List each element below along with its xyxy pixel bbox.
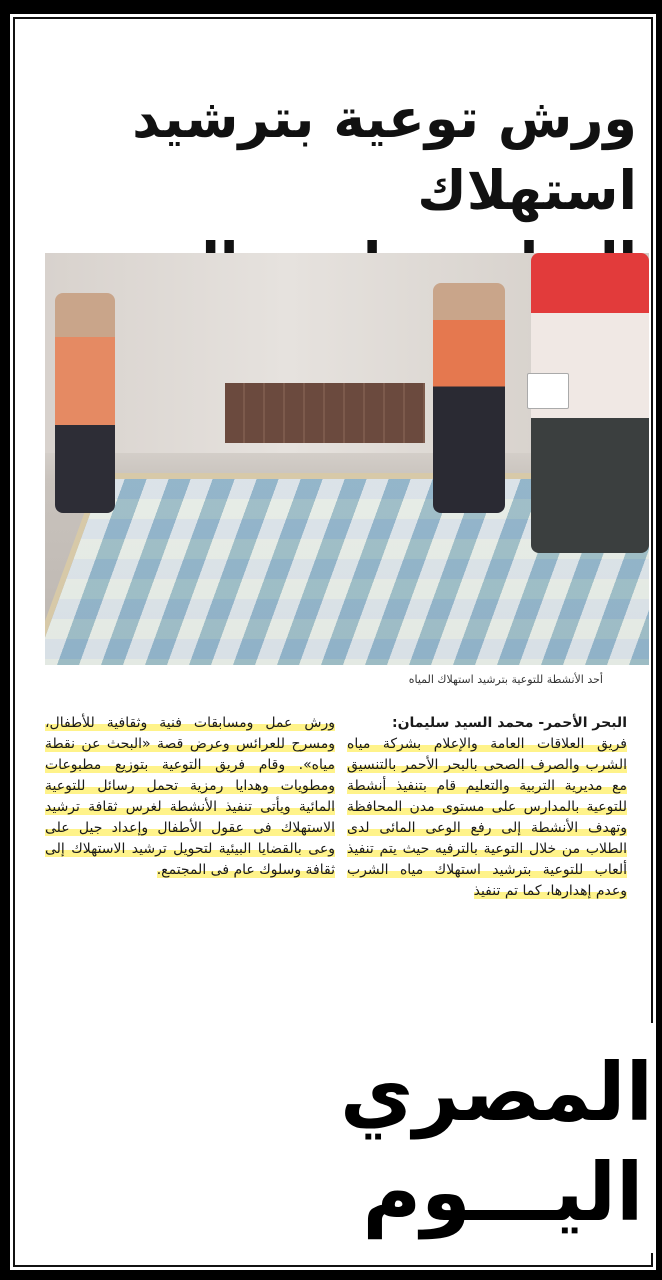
photo-wall-tiles xyxy=(225,383,425,443)
logo-line-2: اليـــوم xyxy=(362,1146,644,1239)
photo-box xyxy=(527,373,569,409)
logo-line-1: المصري xyxy=(339,1046,653,1139)
article-photo xyxy=(45,253,649,665)
article-text-left: ورش عمل ومسابقات فنية وثقافية للأطفال، ومسرح للعرائس وعرض قصة «البحث عن نقطة مياه». وقام فريق التوعية بتوزيع مطبوعات ومطويات وهدايا رمزية تحمل رسائل للتوعية المائية ويأتى تنفيذ الأنشطة لغرس ثقافة ترشيد الاستهلاك فى عقول الأطفال وإعداد جيل على وعى بالقضايا البيئية لتحويل ترشيد الاستهلاك إلى ثقافة وسلوك عام فى المجتمع. xyxy=(45,715,335,878)
photo-child-center xyxy=(433,283,505,513)
newspaper-logo xyxy=(339,1023,653,1253)
article-column-right xyxy=(347,713,627,902)
photo-child-left xyxy=(55,293,115,513)
photo-caption: أحد الأنشطة للتوعية بترشيد استهلاك المياه xyxy=(408,673,603,686)
byline: البحر الأحمر- محمد السيد سليمان: xyxy=(391,715,627,731)
clipping-content xyxy=(23,23,653,1257)
headline-line-1: ورش توعية بترشيد استهلاك xyxy=(132,87,637,222)
article-text-right: فريق العلاقات العامة والإعلام بشركة مياه الشرب والصرف الصحى بالبحر الأحمر بالتنسيق مع مديرية التربية والتعليم قام بتنفيذ أنشطة للتوعية بالمدارس على مستوى مدن المحافظة وتهدف الأنشطة إلى رفع الوعى المائى لدى الطلاب من خلال التوعية بالترفيه حيث يتم تنفيذ ألعاب للتوعية بترشيد استهلاك مياه الشرب وعدم إهدارها، كما تم تنفيذ xyxy=(347,736,627,899)
clipping-frame xyxy=(10,14,656,1270)
article-column-left xyxy=(45,713,335,881)
